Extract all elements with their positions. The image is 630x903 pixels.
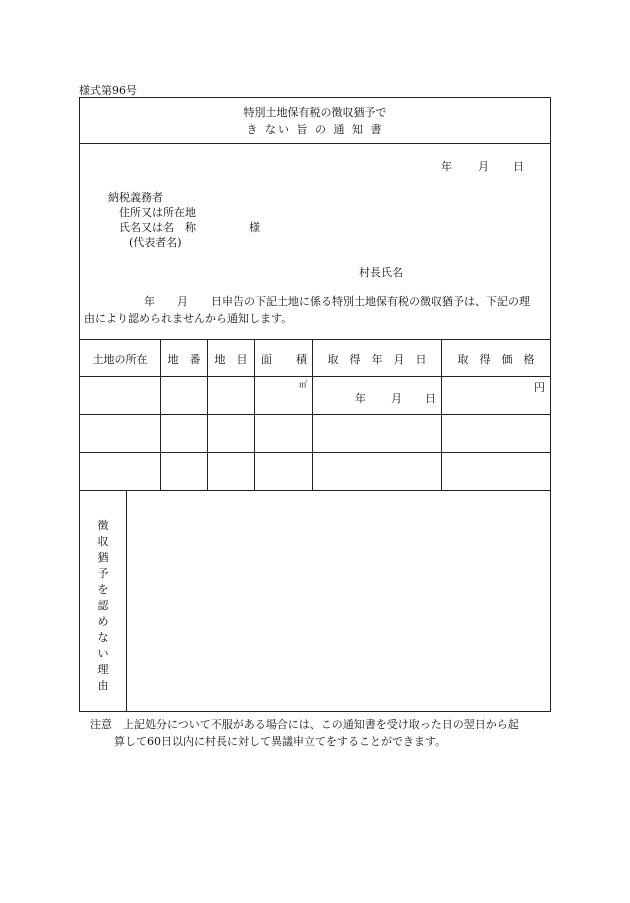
reason-divider: [126, 490, 127, 712]
body-year: 年: [144, 295, 155, 308]
frame-left: [79, 97, 80, 712]
table-header-bottom: [79, 376, 551, 377]
note-line1: 注意 上記処分について不服がある場合には、この通知書を受け取った日の翌日から起: [90, 718, 519, 731]
date-month: 月: [478, 160, 489, 173]
header-area-1: 面: [261, 353, 272, 366]
form-number: 様式第96号: [79, 84, 137, 97]
header-acquisition-date: 取 得 年 月 日: [327, 353, 427, 366]
note-line2: 算して60日以内に村長に対して異議申立てをすることができます。: [114, 735, 447, 748]
header-area-2: 積: [296, 353, 307, 366]
frame-bottom: [79, 711, 551, 712]
sender-name: 村長氏名: [359, 266, 403, 279]
header-lot: 地 番: [167, 353, 201, 366]
date-year: 年: [441, 160, 452, 173]
honorific: 様: [249, 221, 260, 234]
body-line1: 日申告の下記土地に係る特別土地保有税の徴収猶予は、下記の理: [211, 295, 530, 308]
name-label: 氏名又は名 称: [119, 221, 196, 234]
title-line1: 特別土地保有税の徴収猶予で: [243, 106, 387, 119]
table-bottom: [79, 490, 551, 491]
table-top: [79, 339, 551, 340]
representative-label: (代表者名): [129, 236, 182, 249]
row1-date-year: 年: [355, 392, 366, 405]
body-line2: 由により認められませんから通知します。: [84, 312, 293, 325]
table-row1-bottom: [79, 414, 551, 415]
address-label: 住所又は所在地: [119, 206, 196, 219]
row1-date-month: 月: [391, 392, 402, 405]
price-unit: 円: [534, 381, 545, 394]
area-unit: ㎡: [299, 380, 307, 389]
date-day: 日: [513, 160, 524, 173]
title-divider: [79, 143, 551, 144]
col-divider-3: [254, 339, 255, 491]
header-acquisition-price: 取 得 価 格: [457, 353, 535, 366]
row1-date-day: 日: [425, 392, 436, 405]
header-category: 地 目: [214, 353, 248, 366]
body-month: 月: [177, 295, 188, 308]
table-row2-bottom: [79, 452, 551, 453]
frame-top: [79, 97, 551, 98]
taxpayer-label: 納税義務者: [108, 191, 163, 204]
header-location: 土地の所在: [92, 353, 148, 366]
frame-right: [550, 97, 551, 712]
title-line2: き ない 旨 の 通 知 書: [246, 123, 384, 136]
reason-label: 徴 収 猶 予 を 認 め な い 理 由: [97, 519, 109, 692]
